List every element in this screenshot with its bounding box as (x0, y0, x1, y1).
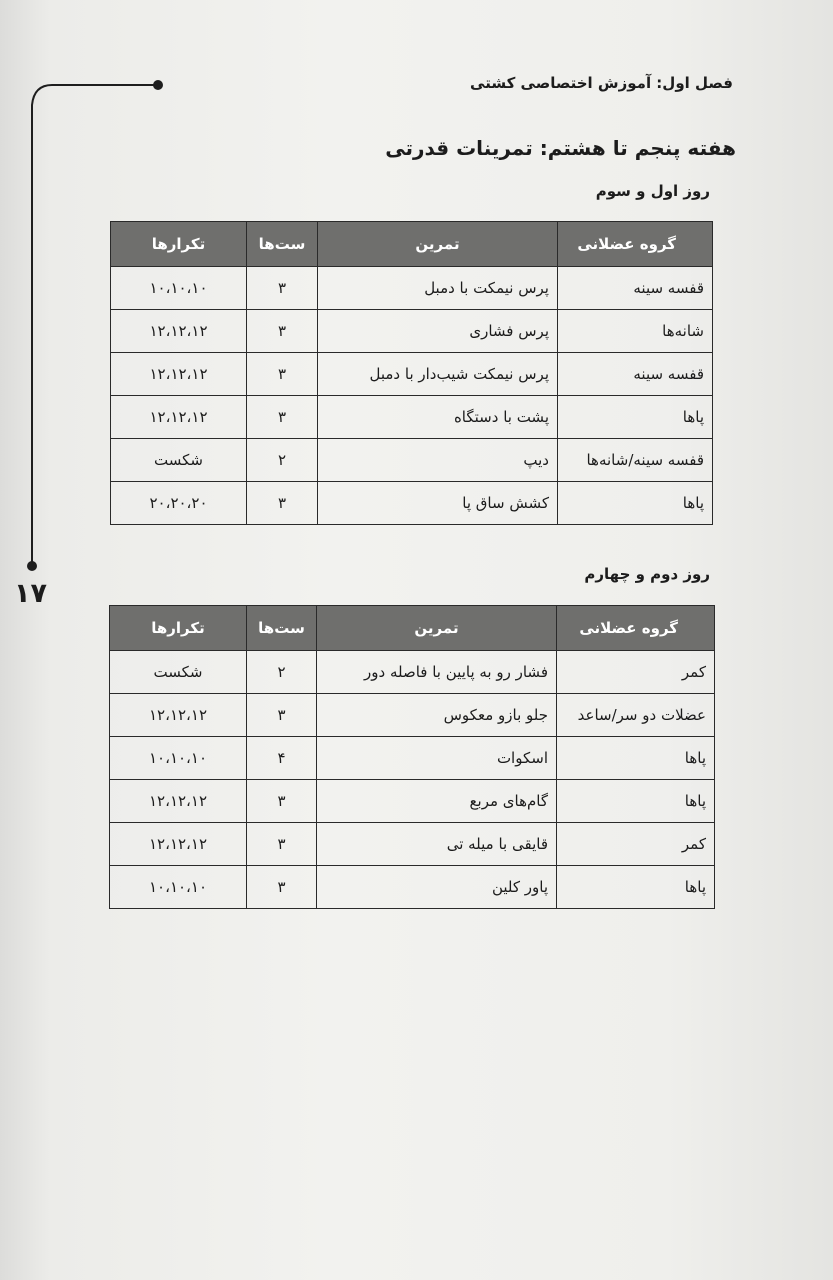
day1-table (110, 221, 713, 525)
cell-sets: ۳ (247, 267, 318, 310)
table-row (110, 651, 715, 694)
chapter-title: فصل اول: آموزش اختصاصی کشتی (470, 74, 733, 92)
cell-sets: ۴ (247, 737, 317, 780)
column-header-sets: ست‌ها (247, 606, 317, 651)
table-row (110, 866, 715, 909)
table-header-row (111, 222, 713, 267)
page-number: ۱۷ (14, 578, 47, 609)
cell-exercise: پشت با دستگاه (318, 396, 558, 439)
cell-exercise: پرس نیمکت با دمبل (318, 267, 558, 310)
day1-title: روز اول و سوم (595, 182, 710, 200)
cell-sets: ۳ (247, 694, 317, 737)
cell-reps: ۱۰،۱۰،۱۰ (110, 737, 247, 780)
cell-exercise: پاور کلین (317, 866, 557, 909)
cell-group: پاها (557, 737, 715, 780)
table-row (111, 267, 713, 310)
cell-exercise: دیپ (318, 439, 558, 482)
cell-group: کمر (557, 651, 715, 694)
cell-reps: شکست (110, 651, 247, 694)
cell-sets: ۳ (247, 353, 318, 396)
column-header-exercise: تمرین (317, 606, 557, 651)
table-row (111, 439, 713, 482)
cell-exercise: جلو بازو معکوس (317, 694, 557, 737)
cell-group: پاها (558, 482, 713, 525)
cell-reps: ۱۰،۱۰،۱۰ (111, 267, 247, 310)
cell-reps: ۱۰،۱۰،۱۰ (110, 866, 247, 909)
cell-sets: ۲ (247, 439, 318, 482)
column-header-reps: تکرارها (110, 606, 247, 651)
cell-exercise: فشار رو به پایین با فاصله دور (317, 651, 557, 694)
cell-reps: ۱۲،۱۲،۱۲ (110, 823, 247, 866)
cell-sets: ۳ (247, 823, 317, 866)
cell-group: پاها (557, 780, 715, 823)
cell-exercise: کشش ساق پا (318, 482, 558, 525)
day2-table (109, 605, 715, 909)
column-header-group: گروه عضلانی (557, 606, 715, 651)
column-header-reps: تکرارها (111, 222, 247, 267)
cell-reps: ۱۲،۱۲،۱۲ (111, 310, 247, 353)
cell-reps: شکست (111, 439, 247, 482)
cell-sets: ۳ (247, 482, 318, 525)
cell-sets: ۳ (247, 396, 318, 439)
cell-group: کمر (557, 823, 715, 866)
cell-sets: ۳ (247, 310, 318, 353)
cell-group: شانه‌ها (558, 310, 713, 353)
column-header-sets: ست‌ها (247, 222, 318, 267)
cell-group: قفسه سینه (558, 267, 713, 310)
cell-group: عضلات دو سر/ساعد (557, 694, 715, 737)
table-row (110, 823, 715, 866)
table-row (111, 482, 713, 525)
cell-sets: ۲ (247, 651, 317, 694)
cell-reps: ۱۲،۱۲،۱۲ (110, 780, 247, 823)
cell-group: قفسه سینه (558, 353, 713, 396)
cell-exercise: پرس نیمکت شیب‌دار با دمبل (318, 353, 558, 396)
cell-exercise: پرس فشاری (318, 310, 558, 353)
cell-exercise: قایقی با میله تی (317, 823, 557, 866)
section-title: هفته پنجم تا هشتم: تمرینات قدرتی (385, 136, 736, 160)
table-row (110, 694, 715, 737)
table-header-row (110, 606, 715, 651)
table-row (111, 353, 713, 396)
cell-reps: ۱۲،۱۲،۱۲ (110, 694, 247, 737)
cell-reps: ۲۰،۲۰،۲۰ (111, 482, 247, 525)
day2-title: روز دوم و چهارم (584, 565, 710, 583)
table-row (110, 780, 715, 823)
column-header-exercise: تمرین (318, 222, 558, 267)
cell-sets: ۳ (247, 866, 317, 909)
table-row (110, 737, 715, 780)
cell-exercise: گام‌های مربع (317, 780, 557, 823)
column-header-group: گروه عضلانی (558, 222, 713, 267)
table-row (111, 310, 713, 353)
cell-sets: ۳ (247, 780, 317, 823)
cell-exercise: اسکوات (317, 737, 557, 780)
table-row (111, 396, 713, 439)
cell-reps: ۱۲،۱۲،۱۲ (111, 396, 247, 439)
cell-reps: ۱۲،۱۲،۱۲ (111, 353, 247, 396)
cell-group: پاها (558, 396, 713, 439)
cell-group: قفسه سینه/شانه‌ها (558, 439, 713, 482)
cell-group: پاها (557, 866, 715, 909)
